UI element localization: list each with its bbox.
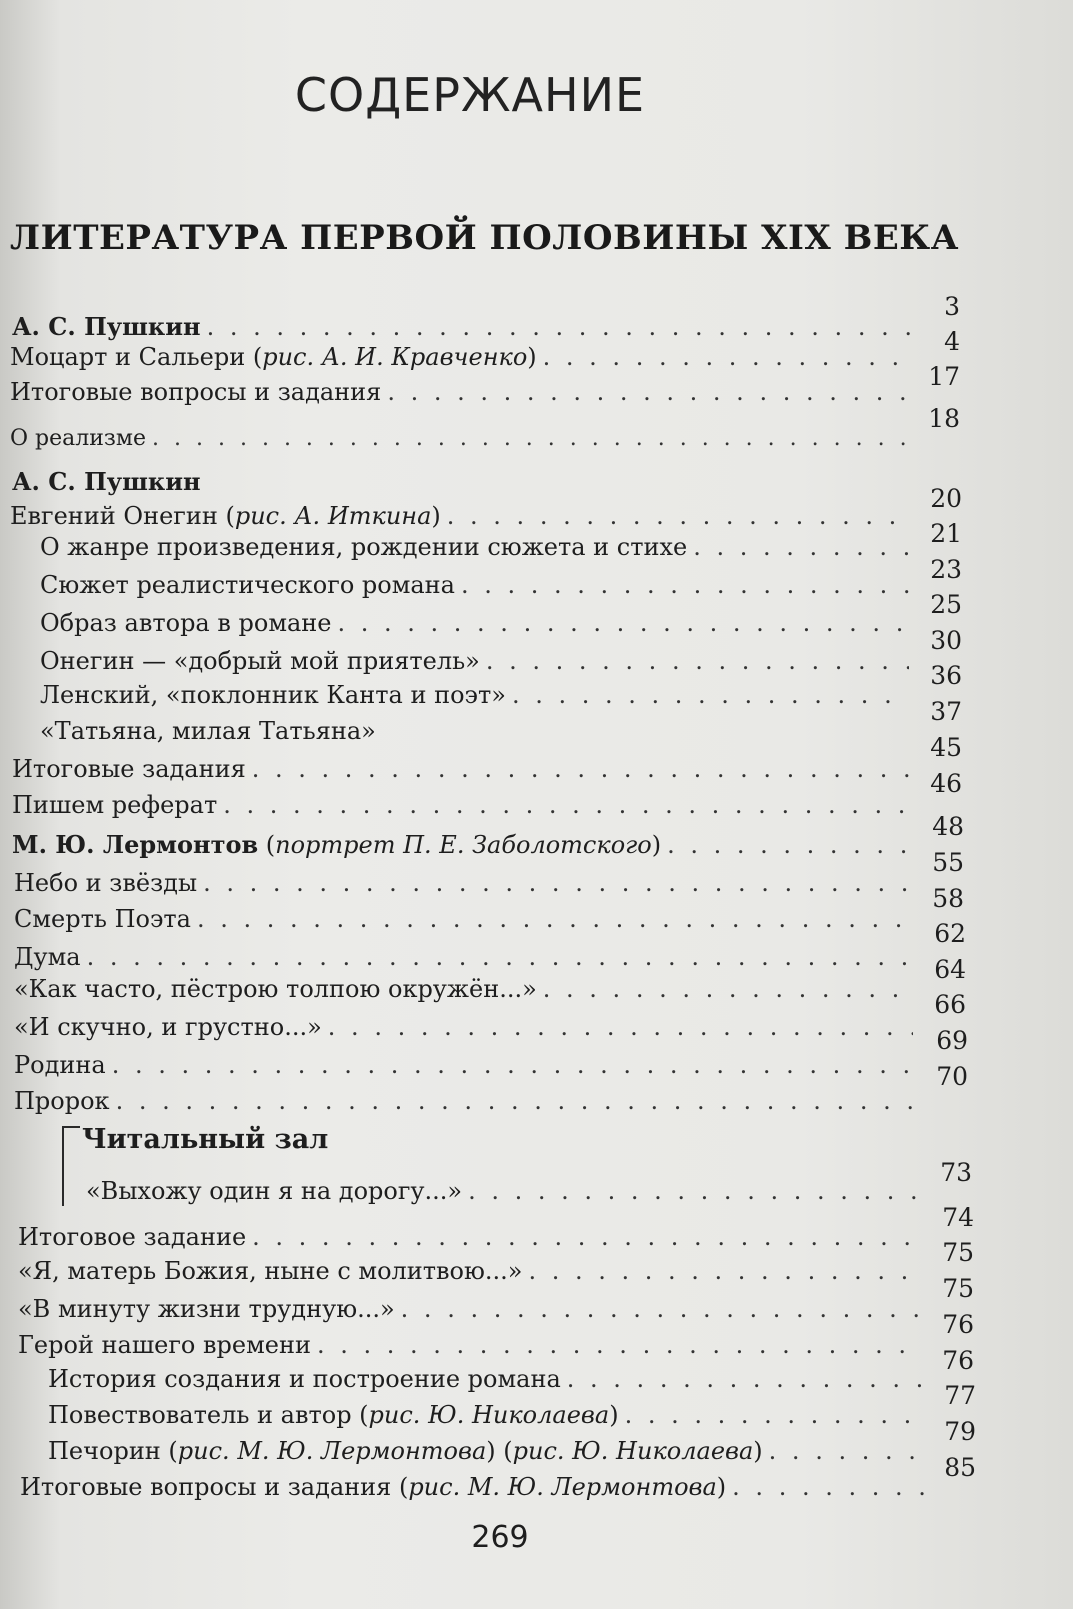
dot-leader: [625, 1400, 922, 1430]
toc-entry: [14, 864, 919, 898]
toc-entry: Печорин (рис. М. Ю. Лермонтова) (рис. Ю. Николаева) . . .: [48, 1432, 928, 1466]
page-number: 21: [930, 519, 962, 548]
toc-entry-title: Ленский, «поклонник Канта и поэт»: [40, 681, 506, 709]
toc-entry-title: Онегин — «добрый мой приятель»: [40, 647, 480, 675]
dot-leader: [328, 1012, 913, 1042]
toc-entry: [12, 463, 917, 497]
toc-entry: [10, 373, 915, 407]
reading-room-frame: [62, 1126, 64, 1206]
toc-entry-author: М. Ю. Лермонтов: [12, 830, 259, 859]
page-number: 62: [934, 919, 966, 948]
page-title: СОДЕРЖАНИЕ: [294, 68, 646, 122]
page-number: 18: [928, 404, 960, 433]
toc-entry-title: Небо и звёзды: [14, 869, 198, 897]
reading-room-frame-top: [62, 1126, 80, 1128]
toc-entry: [40, 676, 915, 710]
page-number: 55: [932, 848, 964, 877]
page-number: 17: [928, 362, 960, 391]
toc-entry: [14, 938, 919, 972]
page-number: 85: [944, 1453, 976, 1482]
toc-entry-title: Повествователь и автор (: [48, 1401, 369, 1429]
dot-leader: [567, 1364, 922, 1394]
toc-entry-illustrator: рис. М. Ю. Лермонтова: [177, 1437, 487, 1465]
toc-entry: М. Ю. Лермонтов (портрет П. Е. Заболотского) . . .: [12, 826, 917, 860]
toc-entry: [48, 1360, 928, 1394]
toc-entry-author: А. С. Пушкин: [12, 467, 201, 496]
page-number: 45: [930, 733, 962, 762]
page-number: 4: [944, 327, 960, 356]
page-number: 79: [944, 1417, 976, 1446]
toc-entry: [86, 1172, 926, 1206]
toc-entry-illustrator: рис. Ю. Николаева: [368, 1401, 610, 1429]
page-number: 25: [930, 590, 962, 619]
page-number: 77: [944, 1381, 976, 1410]
toc-entry: [10, 420, 915, 454]
toc-entry-title: Моцарт и Сальери (: [10, 343, 263, 371]
dot-leader: [112, 1050, 913, 1080]
toc-entry: [40, 604, 915, 638]
toc-entry: [18, 1326, 928, 1360]
toc-entry: [12, 750, 917, 784]
dot-leader: [461, 570, 909, 600]
toc-entry-title: «Татьяна, милая Татьяна»: [40, 717, 376, 745]
toc-entry-title: История создания и построение романа: [48, 1365, 561, 1393]
dot-leader: [252, 1222, 922, 1252]
toc-entry: [14, 1082, 919, 1116]
toc-entry: [40, 712, 915, 746]
page-number: 37: [930, 697, 962, 726]
toc-entry-title: «В минуту жизни трудную...»: [18, 1295, 395, 1323]
toc-entry-illustrator: рис. Ю. Николаева: [512, 1437, 754, 1465]
dot-leader: [197, 904, 913, 934]
dot-leader: [152, 424, 909, 454]
section-heading: ЛИТЕРАТУРА ПЕРВОЙ ПОЛОВИНЫ XIX ВЕКА: [10, 218, 959, 258]
toc-entry-title: Родина: [14, 1051, 106, 1079]
page-number: 73: [940, 1158, 972, 1187]
page-number: 74: [942, 1203, 974, 1232]
toc-entry: [18, 1290, 928, 1324]
toc-entry-title: Герой нашего времени: [18, 1331, 311, 1359]
page-number: 48: [932, 812, 964, 841]
toc-entry-title: «Как часто, пёстрою толпою окружён...»: [14, 975, 537, 1003]
page-number: 76: [942, 1310, 974, 1339]
dot-leader: [116, 1086, 913, 1116]
toc-entry-title: Итоговое задание: [18, 1223, 247, 1251]
page-number: 76: [942, 1346, 974, 1375]
toc-entry: [40, 642, 915, 676]
toc-entry-title: Смерть Поэта: [14, 905, 191, 933]
toc-entry: Повествователь и автор (рис. Ю. Николаева) . . .: [48, 1396, 928, 1430]
dot-leader: [486, 646, 909, 676]
toc-entry-portrait: портрет П. Е. Заболотского: [275, 831, 652, 859]
toc-entry: Евгений Онегин (рис. А. Иткина) . . .: [10, 497, 915, 531]
dot-leader: [338, 608, 910, 638]
toc-entry-title: Дума: [14, 943, 81, 971]
page-number: 58: [932, 884, 964, 913]
dot-leader: [543, 974, 913, 1004]
toc-entry: [18, 1252, 928, 1286]
toc-entry: [14, 970, 919, 1004]
reading-room-heading: Читальный зал: [82, 1124, 329, 1155]
toc-entry-title: «Я, матерь Божия, ныне с молитвою...»: [18, 1257, 523, 1285]
page-number: 46: [930, 769, 962, 798]
dot-leader: [387, 377, 909, 407]
toc-entry: [14, 900, 919, 934]
toc-entry: Итоговые вопросы и задания (рис. М. Ю. Лермонтова) . . .: [20, 1468, 930, 1502]
page-number: 75: [942, 1274, 974, 1303]
dot-leader: [732, 1472, 924, 1502]
page-number: 23: [930, 555, 962, 584]
toc-entry-title: Сюжет реалистического романа: [40, 571, 455, 599]
toc-entry-author: А. С. Пушкин: [12, 312, 201, 341]
dot-leader: [223, 790, 911, 820]
dot-leader: [87, 942, 913, 972]
page-number: 69: [936, 1026, 968, 1055]
toc-entry-title: «Выхожу один я на дорогу...»: [86, 1177, 463, 1205]
toc-entry-illustrator: рис. А. Иткина: [234, 502, 432, 530]
toc-entry: [40, 528, 915, 562]
dot-leader: [693, 532, 909, 562]
toc-entry: [12, 308, 917, 342]
toc-entry-title: Печорин (: [48, 1437, 178, 1465]
toc-entry-title: О реализме: [10, 426, 147, 451]
dot-leader: [203, 868, 913, 898]
page-number: 3: [944, 292, 960, 321]
toc-entry: Моцарт и Сальери (рис. А. И. Кравченко) . . .: [10, 338, 915, 372]
toc-entry: [14, 1046, 919, 1080]
dot-leader: [317, 1330, 922, 1360]
page-number: 75: [942, 1238, 974, 1267]
toc-entry-illustrator: рис. М. Ю. Лермонтова: [408, 1473, 717, 1501]
toc-entry-title: Образ автора в романе: [40, 609, 332, 637]
toc-entry-title: Итоговые задания: [12, 755, 246, 783]
page-number: 30: [930, 626, 962, 655]
toc-entry: [14, 1008, 919, 1042]
dot-leader: [447, 501, 909, 531]
toc-entry: [18, 1218, 928, 1252]
toc-entry-title: Итоговые вопросы и задания (: [20, 1473, 409, 1501]
page-number: 64: [934, 955, 966, 984]
toc-entry: [40, 566, 915, 600]
dot-leader: [252, 754, 911, 784]
dot-leader: [401, 1294, 922, 1324]
dot-leader: [769, 1436, 922, 1466]
footer-page-number: 269: [471, 1520, 529, 1555]
dot-leader: [512, 680, 909, 710]
dot-leader: [528, 1256, 922, 1286]
dot-leader: [543, 342, 909, 372]
toc-entry-title: Пишем реферат: [12, 791, 218, 819]
dot-leader: [468, 1176, 920, 1206]
toc-entry-title: «И скучно, и грустно...»: [14, 1013, 322, 1041]
page-number: 20: [930, 484, 962, 513]
toc-entry-illustrator: рис. А. И. Кравченко: [262, 343, 528, 371]
toc-entry-title: Итоговые вопросы и задания: [10, 378, 382, 406]
page-number: 66: [934, 990, 966, 1019]
page-number: 70: [936, 1062, 968, 1091]
toc-entry-title: Евгений Онегин (: [10, 502, 235, 530]
page-number: 36: [930, 661, 962, 690]
dot-leader: [667, 830, 911, 860]
toc-entry-title: О жанре произведения, рождении сюжета и стихе: [40, 533, 688, 561]
toc-entry: [12, 786, 917, 820]
toc-entry-title: Пророк: [14, 1087, 110, 1115]
